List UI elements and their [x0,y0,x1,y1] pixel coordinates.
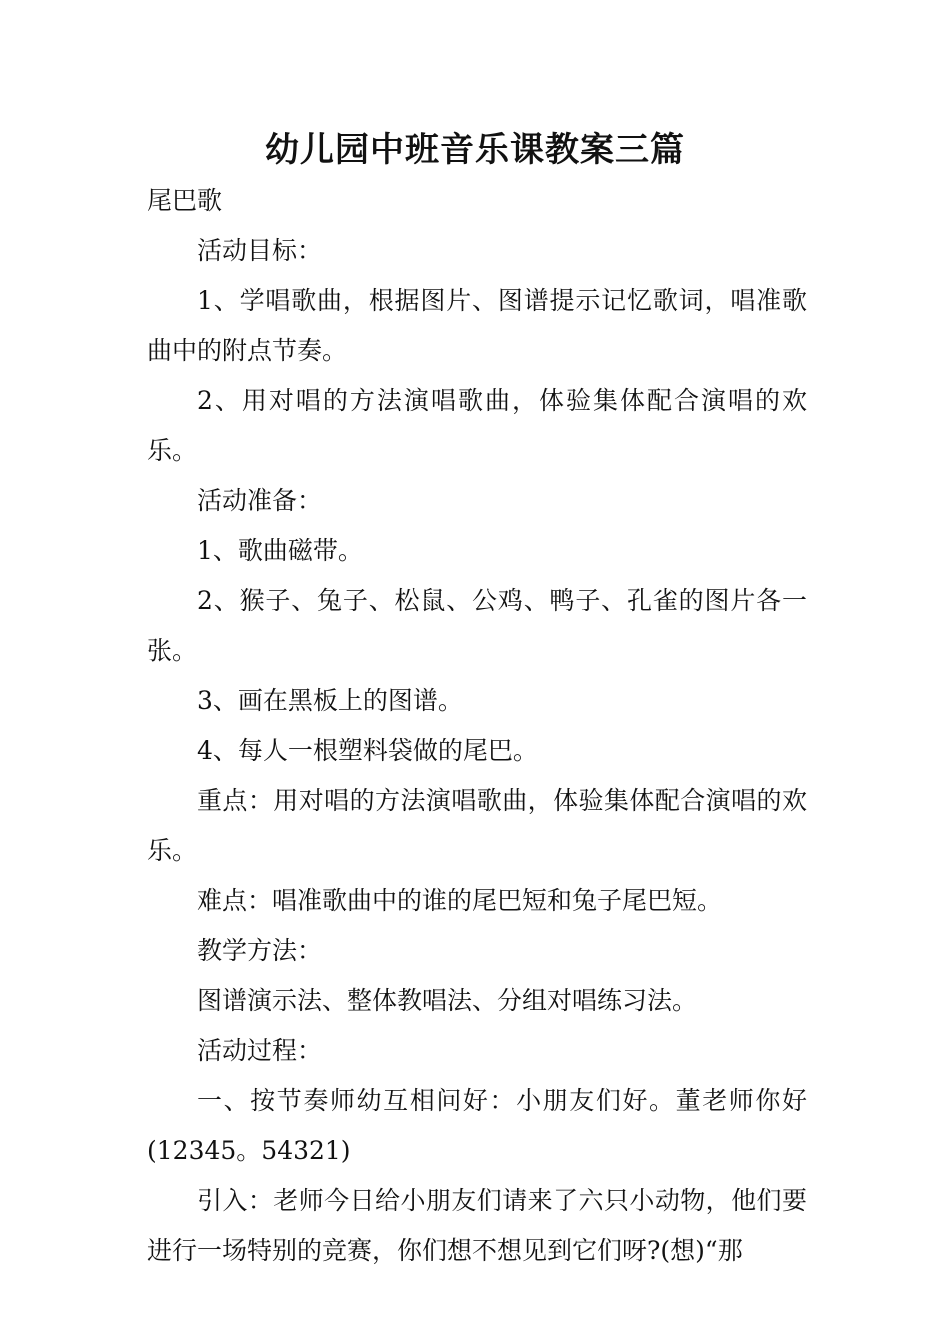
paragraph: 图谱演示法、整体教唱法、分组对唱练习法。 [197,986,698,1015]
paragraph: 引入：老师今日给小朋友们请来了六只小动物，他们要进行一场特别的竞赛，你们想不想见到它们呀?(想)“那 [147,1186,807,1265]
paragraph: 2、用对唱的方法演唱歌曲，体验集体配合演唱的欢乐。 [147,386,807,465]
paragraph: 1、歌曲磁带。 [197,536,363,565]
paragraph: 一、按节奏师幼互相问好：小朋友们好。董老师你好(12345。54321) [147,1086,807,1165]
paragraph: 3、画在黑板上的图谱。 [197,686,463,715]
paragraph: 重点：用对唱的方法演唱歌曲，体验集体配合演唱的欢乐。 [147,786,807,865]
paragraph: 2、猴子、兔子、松鼠、公鸡、鸭子、孔雀的图片各一张。 [147,586,807,665]
paragraph: 教学方法： [197,936,323,965]
paragraph: 1、学唱歌曲，根据图片、图谱提示记忆歌词，唱准歌曲中的附点节奏。 [147,286,807,365]
paragraph: 活动过程： [197,1036,323,1065]
document-body [147,176,807,1276]
section-heading: 尾巴歌 [147,186,223,215]
document-title: 幼儿园中班音乐课教案三篇 [265,130,685,170]
paragraph: 难点：唱准歌曲中的谁的尾巴短和兔子尾巴短。 [197,886,723,915]
paragraph: 活动目标： [197,236,323,265]
paragraph: 4、每人一根塑料袋做的尾巴。 [197,736,538,765]
paragraph: 活动准备： [197,486,323,515]
